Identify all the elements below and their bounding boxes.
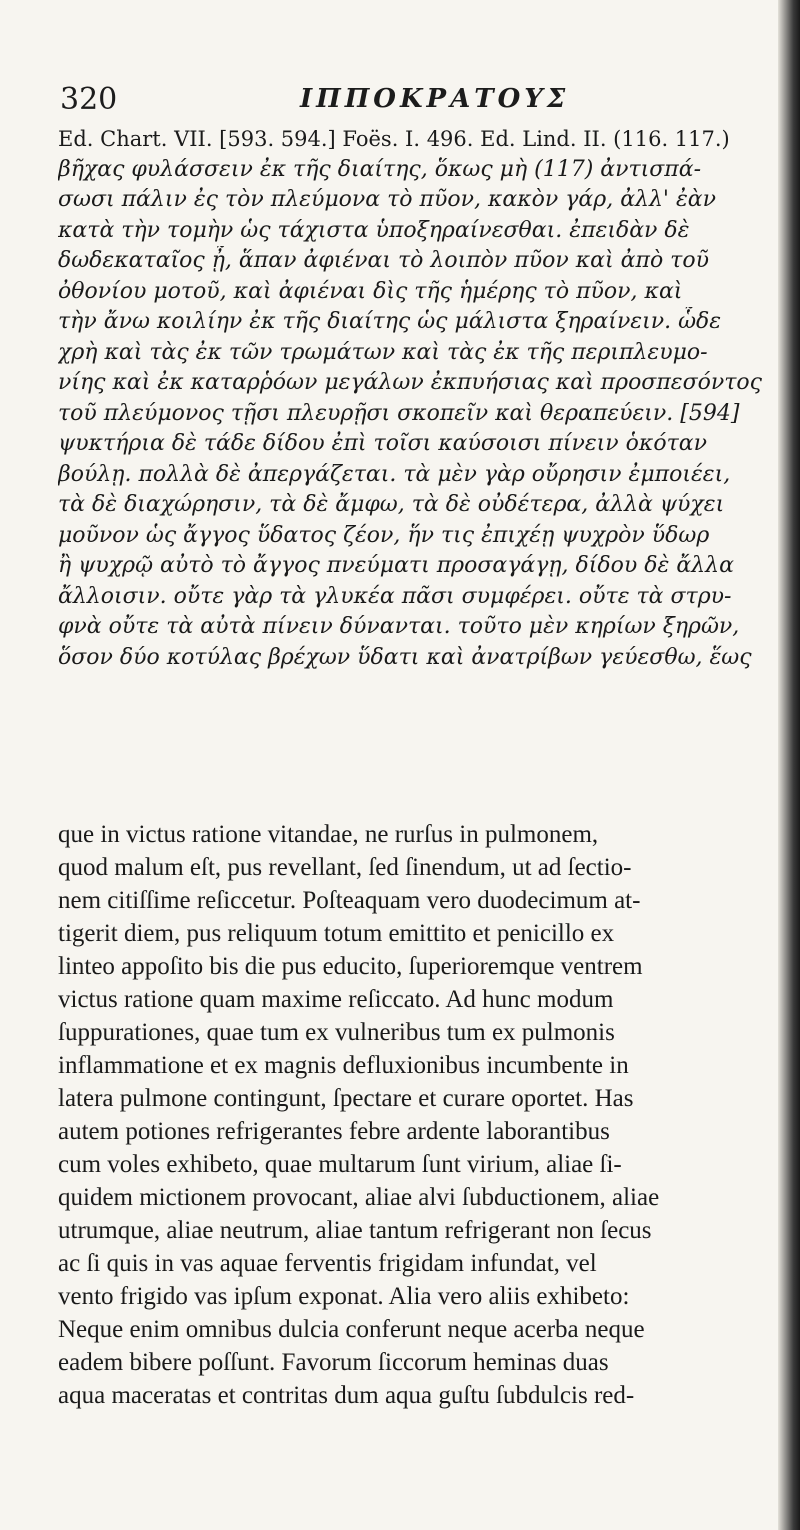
greek-line: ψυκτήρια δὲ τάδε δίδου ἐπὶ τοῖσι καύσοισι πίνειν ὁκόταν <box>58 431 707 456</box>
latin-line: nem citiſſime reſiccetur. Poſteaquam vero duodecimum at- <box>58 887 641 914</box>
latin-line: quidem mictionem provocant, aliae alvi ſubductionem, aliae <box>58 1184 660 1211</box>
latin-text-block <box>58 818 788 1412</box>
latin-line: quod malum eſt, pus revellant, ſed ſinendum, ut ad ſectio- <box>58 854 632 881</box>
greek-line: χρὴ καὶ τὰς ἐκ τῶν τρωμάτων καὶ τὰς ἐκ τῆς περιπλευμο- <box>58 339 708 365</box>
latin-line: eadem bibere poſſunt. Favorum ſiccorum heminas duas <box>58 1349 609 1376</box>
greek-line: βῆχας φυλάσσειν ἐκ τῆς διαίτης, ὅκως μὴ (117) ἀντισπά- <box>58 156 702 182</box>
latin-line: autem potiones refrigerantes febre ardente laborantibus <box>58 1118 610 1145</box>
latin-line: vento frigido vas ipſum exponat. Alia vero aliis exhibeto: <box>58 1283 630 1310</box>
edition-reference-line: Ed. Chart. VII. [593. 594.] Foës. I. 496. Ed. Lind. II. (116. 117.) <box>58 127 730 151</box>
greek-line: σωσι πάλιν ἐς τὸν πλεύμονα τὸ πῦον, κακὸν γάρ, ἀλλ' ἐὰν <box>58 187 717 212</box>
greek-text-block <box>58 124 770 673</box>
greek-line: τοῦ πλεύμονος τῇσι πλευρῇσι σκοπεῖν καὶ θεραπεύειν. [594] <box>58 400 740 426</box>
latin-line: tigerit diem, pus reliquum totum emittito et penicillo ex <box>58 920 615 947</box>
greek-line: μοῦνον ὡς ἄγγος ὕδατος ζέον, ἥν τις ἐπιχέῃ ψυχρὸν ὕδωρ <box>58 522 710 548</box>
latin-line: victus ratione quam maxime reſiccato. Ad hunc modum <box>58 986 614 1013</box>
greek-line: δωδεκαταῖος ᾖ, ἅπαν ἀφιέναι τὸ λοιπὸν πῦον καὶ ἀπὸ τοῦ <box>58 248 709 273</box>
greek-line: τὰ δὲ διαχώρησιν, τὰ δὲ ἄμφω, τὰ δὲ οὐδέτερα, ἀλλὰ ψύχει <box>58 492 725 517</box>
latin-line: ac ſi quis in vas aquae ferventis frigidam infundat, vel <box>58 1250 597 1277</box>
latin-line: aqua maceratas et contritas dum aqua guſtu ſubdulcis red- <box>58 1382 635 1409</box>
page-binding-edge <box>778 0 800 1530</box>
page-header <box>60 82 780 122</box>
greek-line: φνὰ οὔτε τὰ αὐτὰ πίνειν δύνανται. τοῦτο μὲν κηρίων ξηρῶν, <box>58 614 740 639</box>
latin-line: ſuppurationes, quae tum ex vulneribus tum ex pulmonis <box>58 1019 615 1046</box>
greek-line: βούλῃ. πολλὰ δὲ ἀπεργάζεται. τὰ μὲν γὰρ οὔρησιν ἐμποιέει, <box>58 461 731 487</box>
greek-line: ἄλλοισιν. οὔτε γὰρ τὰ γλυκέα πᾶσι συμφέρει. οὔτε τὰ στρυ- <box>58 583 732 609</box>
greek-line: ἢ ψυχρῷ αὐτὸ τὸ ἄγγος πνεύματι προσαγάγῃ, δίδου δὲ ἄλλα <box>58 553 734 578</box>
latin-line: cum voles exhibeto, quae multarum ſunt virium, aliae ſi- <box>58 1151 622 1178</box>
greek-line: κατὰ τὴν τομὴν ὡς τάχιστα ὑποξηραίνεσθαι. ἐπειδὰν δὲ <box>58 217 690 243</box>
running-title: ΙΠΠΟΚΡΑΤΟΥΣ <box>300 84 570 114</box>
latin-line: utrumque, aliae neutrum, aliae tantum refrigerant non ſecus <box>58 1217 652 1244</box>
greek-line: ὀθονίου μοτοῦ, καὶ ἀφιέναι δὶς τῆς ἡμέρης τὸ πῦον, καὶ <box>58 278 683 304</box>
page-number: 320 <box>60 82 118 117</box>
latin-line: Neque enim omnibus dulcia conferunt neque acerba neque <box>58 1316 645 1343</box>
latin-line: inflammatione et ex magnis defluxionibus incumbente in <box>58 1052 629 1079</box>
greek-line: ὅσον δύο κοτύλας βρέχων ὕδατι καὶ ἀνατρίβων γεύεσθω, ἕως <box>58 644 752 670</box>
latin-line: que in victus ratione vitandae, ne rurſus in pulmonem, <box>58 821 599 848</box>
latin-line: latera pulmone contingunt, ſpectare et curare oportet. Has <box>58 1085 634 1112</box>
greek-line: τὴν ἄνω κοιλίην ἐκ τῆς διαίτης ὡς μάλιστα ξηραίνειν. ὧδε <box>58 309 722 334</box>
latin-line: linteo appoſito bis die pus educito, ſuperioremque ventrem <box>58 953 643 980</box>
greek-line: νίης καὶ ἐκ καταρῥόων μεγάλων ἐκπυήσιας καὶ προσπεσόντος <box>58 370 762 395</box>
